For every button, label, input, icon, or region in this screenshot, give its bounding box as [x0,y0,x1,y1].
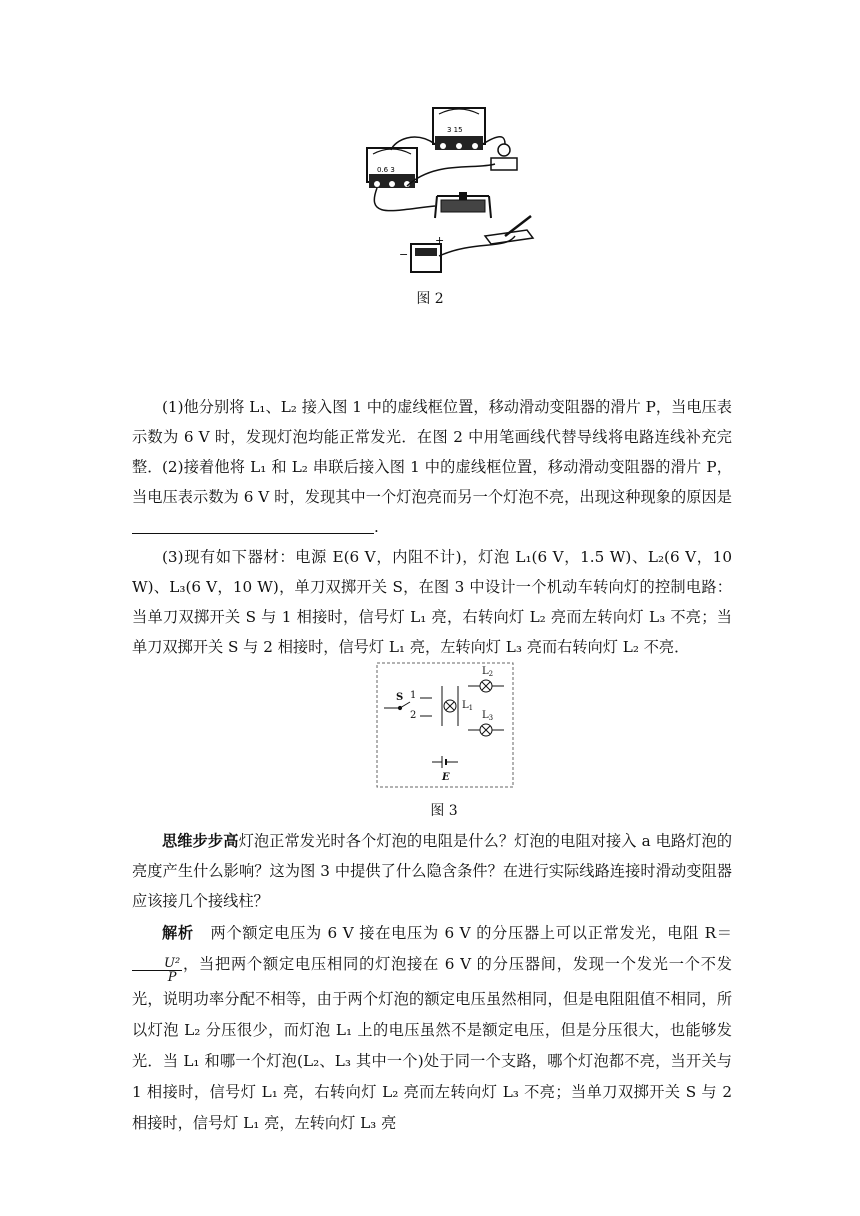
lamp-L3-label: $L_3$ [482,710,494,722]
switch-contact-2-label: 2 [410,710,417,721]
thinking-section [132,826,732,916]
analysis-part-1: 两个额定电压为 6 V 接在电压为 6 V 的分压器上可以正常发光，电阻 R＝ [210,924,732,942]
analysis-section [132,918,732,1139]
rheostat-drawing [435,192,491,218]
question-3-text: (3)现有如下器材：电源 E(6 V，内阻不计)，灯泡 L₁(6 V，1.5 W)、L₂(6 V，10 W)、L₃(6 V，10 W)，单刀双掷开关 S，在图 3 中设计一个机动车转向灯的控制电路：当单刀双掷开关 S 与 1 相接时，信号灯 L₁ 亮，右转向灯 L₂ 亮而左转向灯 L₃ 不亮；当单刀双掷开关 S 与 2 相接时，信号灯 L₁ 亮，左转向灯 L₃ 亮而右转向灯 L₂ 不亮． [132,548,732,656]
switch-label-S: S [396,692,404,703]
battery-drawing [399,234,444,272]
battery-label-E: E [442,772,450,783]
question-2-text: (2)接着他将 L₁ 和 L₂ 串联后接入图 1 中的虚线框位置，移动滑动变阻器的滑片 P，当电压表示数为 6 V 时，发现其中一个灯泡亮而另一个灯泡不亮，出现这种现象的原因是 [132,458,732,506]
battery-symbol [432,756,458,768]
answer-blank [132,517,374,534]
analysis-part-2: ，当把两个额定电压相同的灯泡接在 6 V 的分压器间，发现一个发光一个不发光，说明功率分配不相等，由于两个灯泡的额定电压虽然相同，但是电阻阻值不相同，所以灯泡 L₂ 分压很少，而灯泡 L₁ 上的电压虽然不是额定电压，但是分压很大，也能够发光．当 L₁ 和哪一个灯泡(L₂、L₃ 其中一个)处于同一个支路，哪个灯泡都不亮，当开关与 1 相接时，信号灯 L₁ 亮，右转向灯 L₂ 亮而左转向灯 L₃ 不亮；当单刀双掷开关 S 与 2 相接时，信号灯 L₁ 亮，左转向灯 L₃ 亮 [132,955,732,1132]
question-2-end: . [374,518,379,536]
thinking-heading: 思维步步高 [162,832,239,850]
lamp-L3-symbol [480,724,492,736]
voltmeter-drawing [433,108,485,150]
question-2 [132,452,732,542]
switch-contact-1-label: 1 [410,690,417,701]
lamp-drawing [491,144,517,170]
analysis-heading: 解析 [162,924,194,942]
question-3 [132,542,732,662]
battery-minus-label: − [399,248,409,261]
power-formula: $\frac{\text{U²}}{P}$ [132,957,182,984]
figure-2-apparatus [355,100,535,280]
switch-drawing [485,216,533,244]
battery-plus-label: + [435,234,445,247]
lamp-L2-symbol [480,680,492,692]
figure-2-caption: 图 2 [416,291,444,307]
ammeter-drawing [367,148,417,188]
figure-3-caption: 图 3 [430,803,458,819]
figure-3-circuit [376,662,514,790]
thinking-body: 灯泡正常发光时各个灯泡的电阻是什么？灯泡的电阻对接入 a 电路灯泡的亮度产生什么影响？这为图 3 中提供了什么隐含条件？在进行实际线路连接时滑动变阻器应该接几个接线柱？ [132,832,733,910]
voltmeter-scale-label: 3 15 [447,126,463,134]
lamp-L1-label: $L_1$ [462,700,474,712]
dashed-box [377,663,513,787]
question-1-text: (1)他分别将 L₁、L₂ 接入图 1 中的虚线框位置，移动滑动变阻器的滑片 P，当电压表示数为 6 V 时，发现灯泡均能正常发光．在图 2 中用笔画线代替导线将电路连线补充完整． [132,398,732,476]
ammeter-scale-label: 0.6 3 [377,166,395,174]
lamp-L1-symbol [444,700,456,712]
lamp-L2-label: $L_2$ [482,666,494,678]
